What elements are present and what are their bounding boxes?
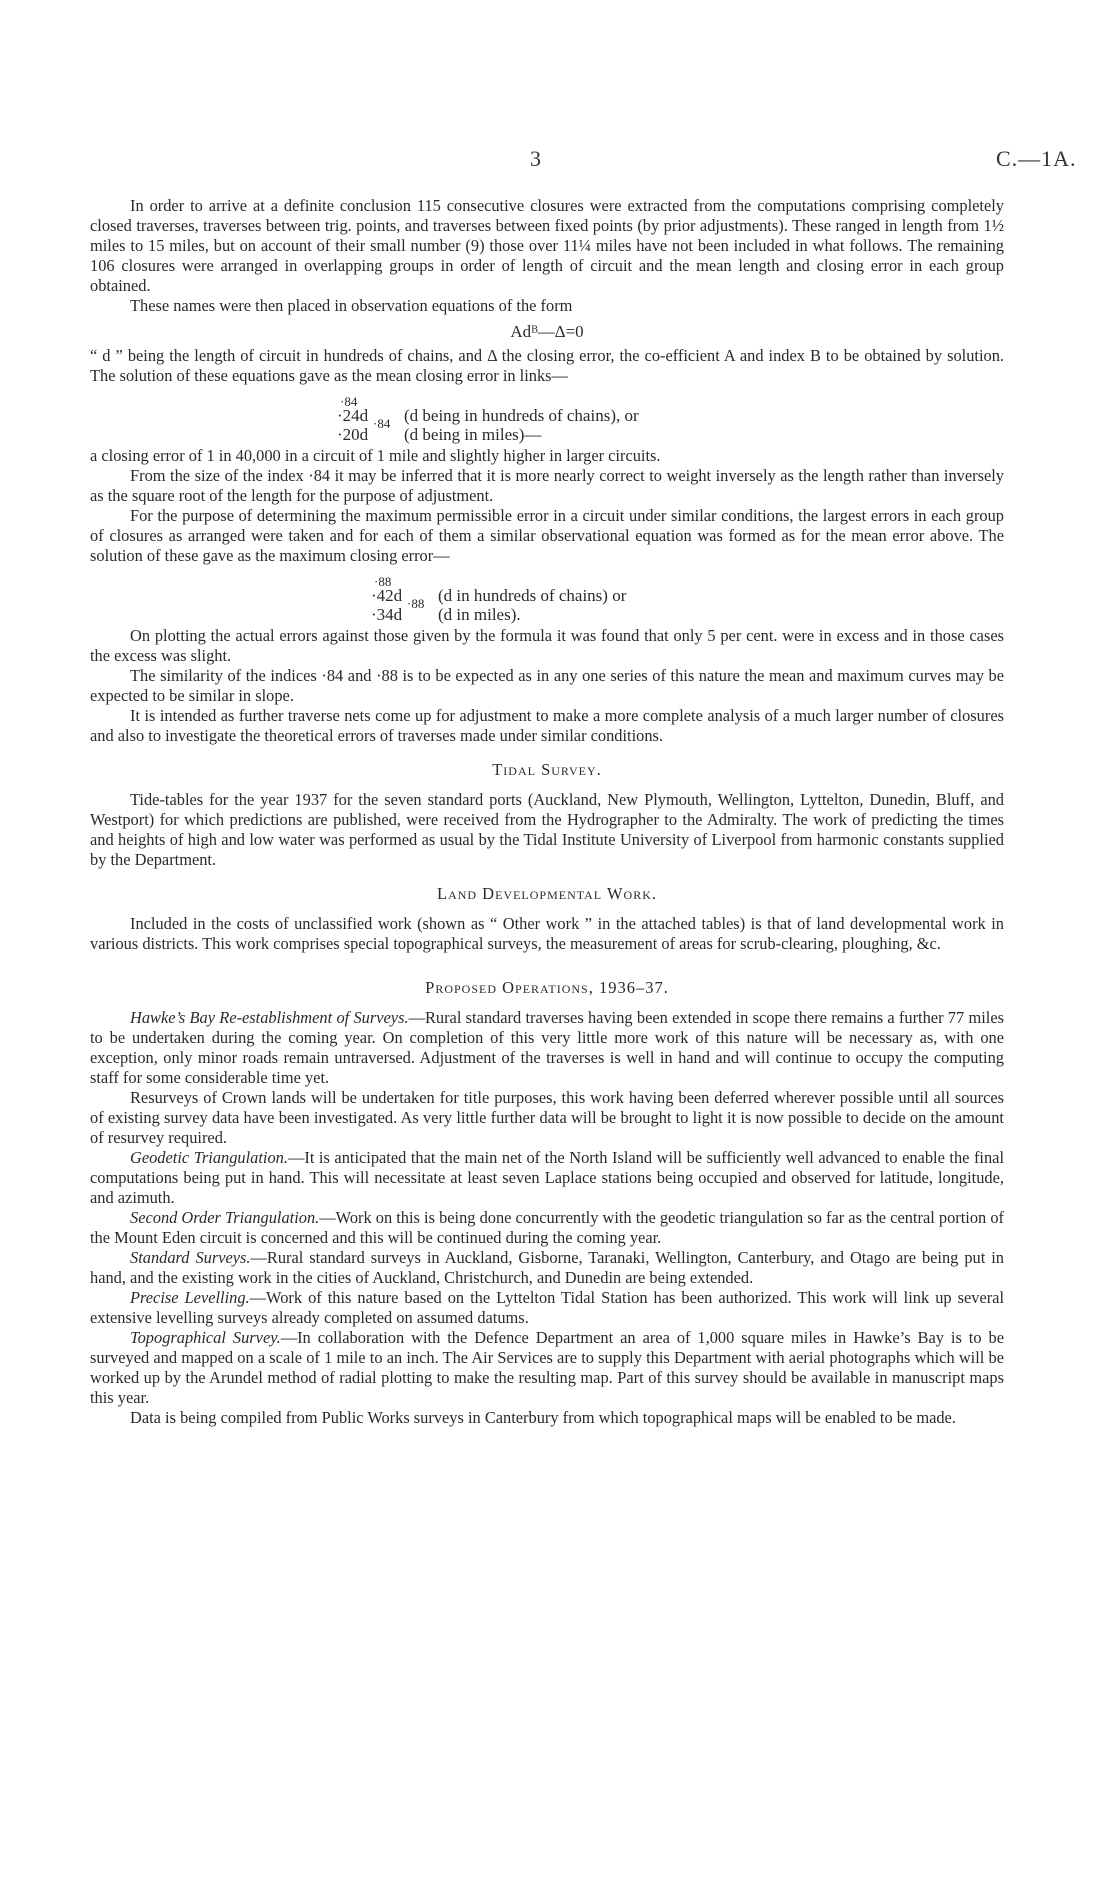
paragraph-data-compiled: Data is being compiled from Public Works surveys in Canterbury from which topographical maps will be enabled to be made. (130, 1408, 956, 1427)
formula-exponent: ·88 (407, 596, 425, 611)
paragraph-plotting: On plotting the actual errors against those given by the formula it was found that only 5 per cent. were in excess and in those cases the excess was slight. (90, 626, 1004, 665)
subheading-hawkes-bay: Hawke’s Bay Re-establishment of Surveys. (130, 1008, 409, 1027)
paragraph-index-size: From the size of the index ·84 it may be inferred that it is more nearly correct to weight inversely as the length rather than inversely as the square root of the length for the purpose of adjustment. (90, 466, 1004, 505)
formula-exponent: ·88 (374, 574, 392, 589)
heading-proposed-operations: Proposed Operations, 1936–37. (425, 978, 669, 997)
subheading-standard-surveys: Standard Surveys. (130, 1248, 251, 1267)
paragraph-second-order: Second Order Triangulation.—Work on this is being done concurrently with the geodetic triangulation so far as the central portion of the Mount Eden circuit is concerned and this will be continued during the coming year. (90, 1208, 1004, 1247)
formula-note: (d being in miles)— (404, 425, 542, 444)
paragraph-similarity: The similarity of the indices ·84 and ·88 is to be expected as in any one series of this nature the mean and maximum curves may be expected to be similar in slope. (90, 666, 1004, 705)
paragraph-tide-tables: Tide-tables for the year 1937 for the seven standard ports (Auckland, New Plymouth, Wellington, Lyttelton, Dunedin, Bluff, and Westport) for which predictions are published, were received from the Hydrographer to the Admiralty. The work of predicting the times and heights of high and low water was performed as usual by the Tidal Institute University of Liverpool from harmonic constants supplied by the Department. (90, 790, 1004, 869)
formula-note: (d in hundreds of chains) or (438, 586, 627, 605)
document-reference: C.—1A. (996, 146, 1077, 171)
heading-land-developmental-work: Land Developmental Work. (436, 884, 657, 903)
paragraph-standard-surveys: Standard Surveys.—Rural standard surveys in Auckland, Gisborne, Taranaki, Wellington, Canterbury, and Otago are being put in hand, and the existing work in the cities of Auckland, Christchurch, and Dunedin are being extended. (90, 1248, 1004, 1287)
formula-note: (d being in hundreds of chains), or (404, 406, 639, 425)
formula-mean-error (90, 392, 1004, 444)
formula-exponent: ·84 (373, 416, 391, 431)
paragraph-resurveys: Resurveys of Crown lands will be undertaken for title purposes, this work having been deferred wherever possible until all sources of existing survey data have been investigated. As very little further data will be brought to light it is now possible to decide on the amount of resurvey required. (90, 1088, 1004, 1147)
formula-exponent: ·84 (340, 394, 358, 409)
page-number: 3 (530, 146, 541, 171)
paragraph-hawkes-bay: Hawke’s Bay Re-establishment of Surveys.—Rural standard traverses having been extended in scope there remains a further 77 miles to be undertaken during the coming year. On completion of this very little more work of this nature will be necessary as, with one exception, only minor roads remain untraversed. Adjustment of the traverses is well in hand and will continue to occupy the computing staff for some considerable time yet. (90, 1008, 1004, 1087)
subheading-topographical: Topographical Survey. (130, 1328, 281, 1347)
paragraph-geodetic: Geodetic Triangulation.—It is anticipated that the main net of the North Island will be sufficiently well advanced to enable the final computations being put in hand. This will necessitate at least seven Laplace stations being occupied and observed for latitude, longitude, and azimuth. (90, 1148, 1004, 1207)
paragraph-d-definition: “ d ” being the length of circuit in hundreds of chains, and Δ the closing error, the co-efficient A and index B to be obtained by solution. The solution of these equations gave as the mean closing error in links— (90, 346, 1004, 385)
heading-tidal-survey: Tidal Survey. (492, 760, 602, 779)
paragraph-maximum-error: For the purpose of determining the maximum permissible error in a circuit under similar conditions, the largest errors in each group of closures as arranged were taken and for each of them a similar observational equation was formed as for the mean error above. The solution of these gave as the maximum closing error— (90, 506, 1004, 565)
paragraph-observation-equations: These names were then placed in observation equations of the form (130, 296, 573, 315)
paragraph-closures: In order to arrive at a definite conclusion 115 consecutive closures were extracted from the computations comprising completely closed traverses, traverses between trig. points, and traverses between fixed points (by prior adjustments). These ranged in length from 1½ miles to 15 miles, but on account of their small number (9) those over 11¼ miles have not been included in what follows. The remaining 106 closures were arranged in overlapping groups in order of length of circuit and the mean length and closing error in each group obtained. (90, 196, 1004, 295)
formula-coefficient: ·24d (337, 406, 369, 425)
formula-maximum-error (90, 572, 1004, 624)
subheading-second-order: Second Order Triangulation. (130, 1208, 320, 1227)
equation-form: Adᴮ—Δ=0 (510, 322, 584, 341)
formula-coefficient: ·34d (371, 605, 403, 624)
paragraph-closing-error: a closing error of 1 in 40,000 in a circuit of 1 mile and slightly higher in larger circuits. (90, 446, 661, 465)
paragraph-land-development: Included in the costs of unclassified work (shown as “ Other work ” in the attached tables) is that of land developmental work in various districts. This work comprises special topographical surveys, the measurement of areas for scrub-clearing, ploughing, &c. (90, 914, 1004, 953)
formula-note: (d in miles). (438, 605, 521, 624)
paragraph-further-nets: It is intended as further traverse nets come up for adjustment to make a more complete analysis of a much larger number of closures and also to investigate the theoretical errors of traverses made under similar conditions. (90, 706, 1004, 745)
paragraph-precise-levelling: Precise Levelling.—Work of this nature based on the Lyttelton Tidal Station has been authorized. This work will link up several extensive levelling surveys already completed on assumed datums. (90, 1288, 1005, 1327)
paragraph-topographical: Topographical Survey.—In collaboration with the Defence Department an area of 1,000 square miles in Hawke’s Bay is to be surveyed and mapped on a scale of 1 mile to an inch. The Air Services are to supply this Department with aerial photographs which will be worked up by the Arundel method of radial plotting to make the resulting map. Part of this survey should be available in manuscript maps this year. (90, 1328, 1004, 1407)
formula-coefficient: ·20d (337, 425, 369, 444)
formula-coefficient: ·42d (371, 586, 403, 605)
body-column (90, 196, 1004, 1428)
subheading-geodetic: Geodetic Triangulation. (130, 1148, 288, 1167)
subheading-precise-levelling: Precise Levelling. (130, 1288, 250, 1307)
